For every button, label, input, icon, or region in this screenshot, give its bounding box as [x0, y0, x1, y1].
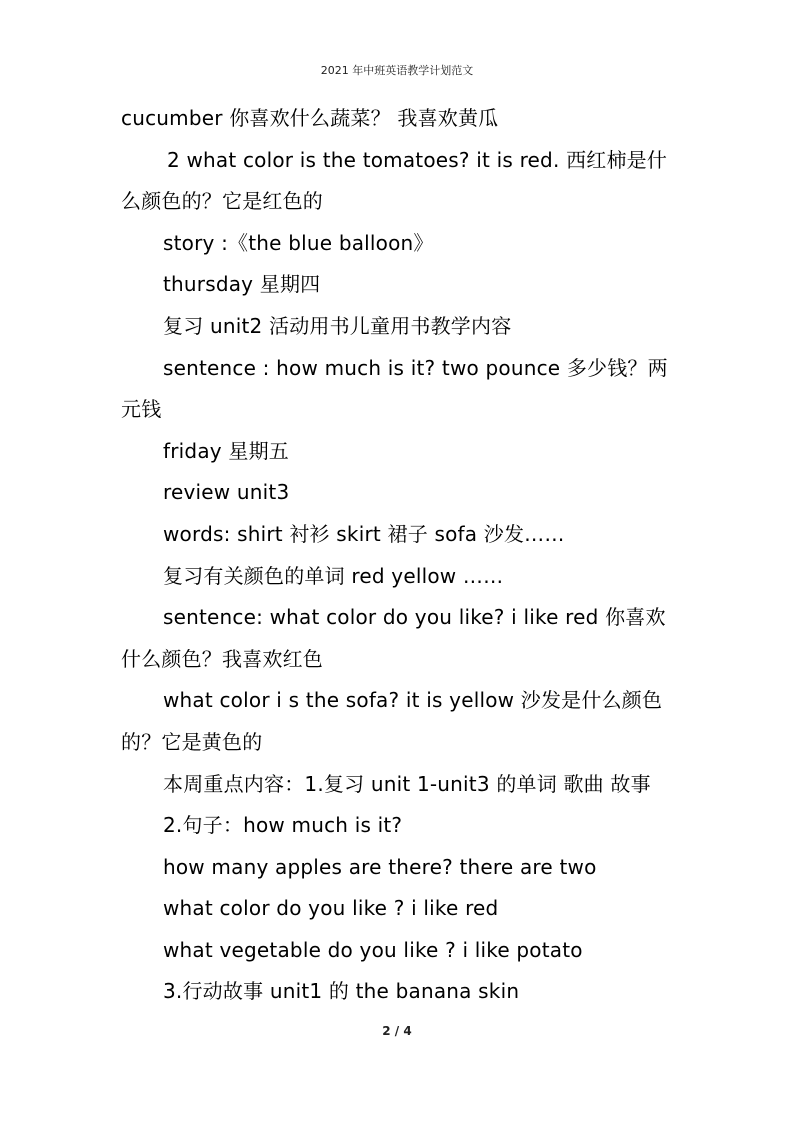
paragraph: what vegetable do you like ? i like potato — [163, 937, 583, 962]
paragraph: how many apples are there? there are two — [163, 854, 597, 879]
document-body — [121, 98, 677, 1013]
paragraph: 3.行动故事 unit1 的 the banana skin — [163, 979, 520, 1004]
page-header: 2021 年中班英语教学计划范文 — [320, 64, 474, 77]
paragraph: 复习 unit2 活动用书儿童用书教学内容 — [163, 313, 512, 338]
paragraph: sentence : how much is it? two pounce 多少钱？两元钱 — [121, 355, 668, 422]
paragraph: review unit3 — [163, 480, 290, 505]
paragraph: 本周重点内容：1.复习 unit 1-unit3 的单词 歌曲 故事 — [163, 771, 651, 796]
paragraph: 复习有关颜色的单词 red yellow …… — [163, 563, 504, 588]
page-number: 2 / 4 — [382, 1024, 412, 1038]
paragraph: words: shirt 衬衫 skirt 裙子 sofa 沙发…… — [163, 521, 565, 546]
paragraph: what color do you like ? i like red — [163, 896, 499, 921]
paragraph: 2 what color is the tomatoes? it is red. 西红柿是什么颜色的？它是红色的 — [121, 147, 668, 214]
paragraph: 2.句子：how much is it? — [163, 813, 403, 838]
paragraph: friday 星期五 — [163, 438, 289, 463]
paragraph: story :《the blue balloon》 — [163, 230, 434, 255]
paragraph: cucumber 你喜欢什么蔬菜？ 我喜欢黄瓜 — [121, 106, 499, 130]
paragraph: thursday 星期四 — [163, 272, 321, 297]
paragraph: what color i s the sofa? it is yellow 沙发是什么颜色的？它是黄色的 — [121, 688, 663, 754]
paragraph: sentence: what color do you like? i like red 你喜欢什么颜色？我喜欢红色 — [121, 605, 666, 671]
